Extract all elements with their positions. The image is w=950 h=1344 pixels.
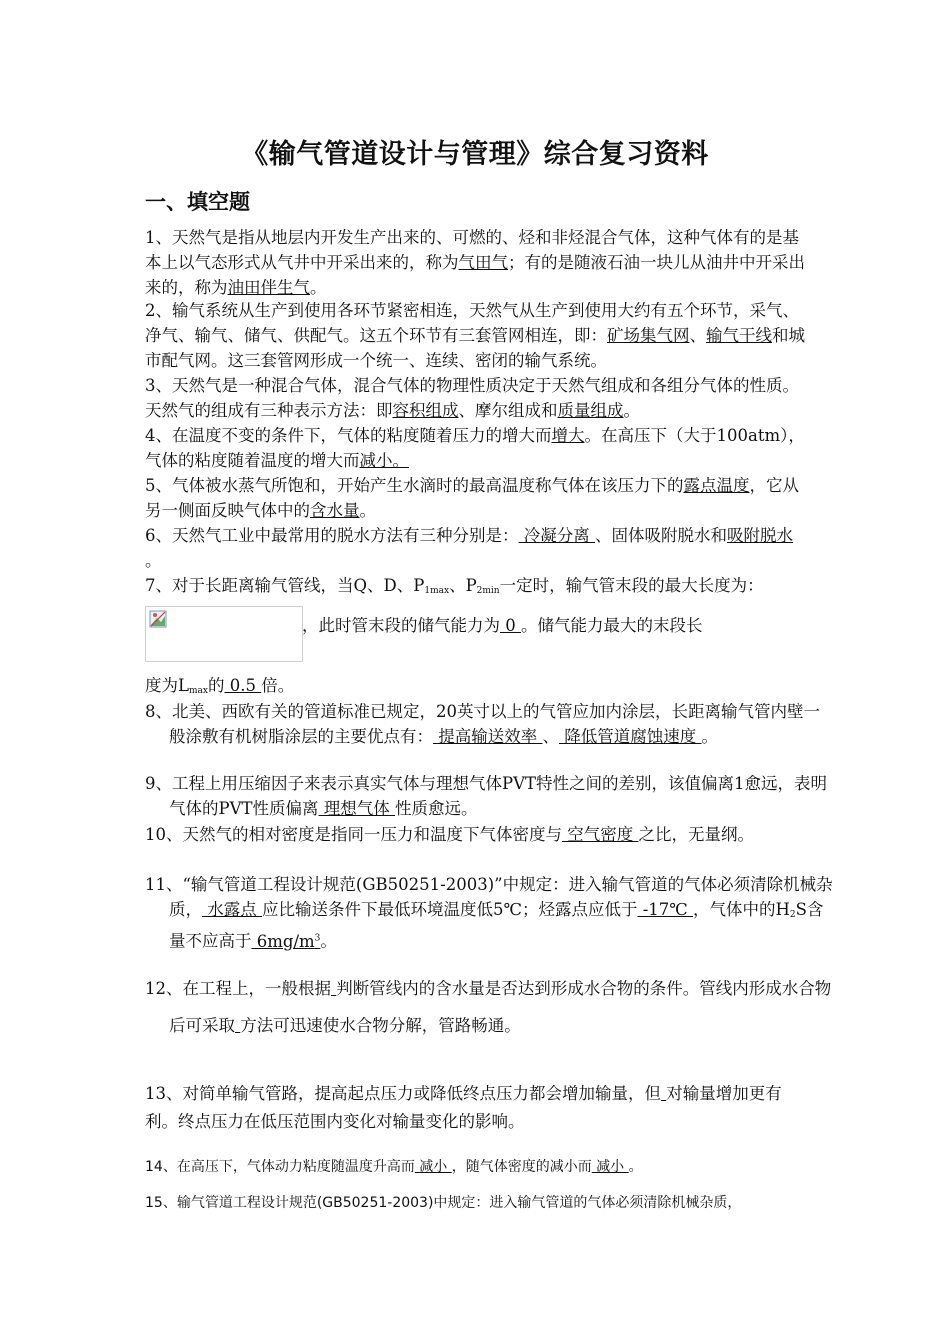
question-13: 13、对简单输气管路，提高起点压力或降低终点压力都会增加输量，但 对输量增加更有利。终点压力在低压范围内变化对输量变化的影响。	[145, 1084, 782, 1131]
question-11: 11、“输气管道工程设计规范(GB50251-2003)”中规定：进入输气管道的气体必须清除机械杂质， 水露点 应比输送条件下最低环境温度低5℃；烃露点应低于 -17℃ ，气体中的$H_2S$含量不应高于 $6mg/m^3$。	[145, 875, 833, 951]
question-7-end: 度为$L_{max}$的 0.5 倍。	[145, 676, 295, 696]
question-7: 7、对于长距离输气管线，当Q、D、$P_{1max}$、$P_{2min}$一定时，输气管末段的最大长度为：	[145, 576, 764, 596]
question-2: 2、输气系统从生产到使用各环节紧密相连，天然气从生产到使用大约有五个环节，采气、净气、输气、储气、供配气。这五个环节有三套管网相连，即：矿场集气网、输气干线和城市配气网。这三套管网形成一个统一、连续、密闭的输气系统。	[145, 301, 805, 370]
question-9: 9、工程上用压缩因子来表示真实气体与理想气体PVT特性之间的差别，该值偏离1愈远，表明气体的PVT性质偏离 理想气体 性质愈远。	[145, 774, 828, 818]
question-1: 1、天然气是指从地层内开发生产出来的、可燃的、烃和非烃混合气体，这种气体有的是基本上以气态形式从气井中开采出来的，称为气田气；有的是随液石油一块儿从油井中开采出来的，称为油田伴生气。	[145, 228, 805, 297]
formula-image-placeholder	[145, 606, 303, 662]
question-3: 3、天然气是一种混合气体，混合气体的物理性质决定于天然气组成和各组分气体的性质。天然气的组成有三种表示方法：即容积组成、摩尔组成和质量组成。	[145, 376, 799, 420]
question-4: 4、在温度不变的条件下，气体的粘度随着压力的增大而增大。在高压下（大于100atm），气体的粘度随着温度的增大而减小。	[145, 426, 805, 470]
document-title: 《输气管道设计与管理》综合复习资料	[241, 139, 709, 170]
question-15: 15、输气管道工程设计规范(GB50251-2003)中规定：进入输气管道的气体必须清除机械杂质，	[145, 1195, 742, 1211]
question-8: 8、北美、西欧有关的管道标准已规定，20英寸以上的气管应加内涂层，长距离输气管内壁一般涂敷有机树脂涂层的主要优点有： 提高输送效率 、 降低管道腐蚀速度 。	[145, 702, 820, 746]
question-12: 12、在工程上，一般根据 判断管线内的含水量是否达到形成水合物的条件。管线内形成水合物后可采取 方法可迅速使水合物分解，管路畅通。	[145, 979, 832, 1035]
section-heading: 一、填空题	[145, 189, 250, 214]
question-5: 5、气体被水蒸气所饱和，开始产生水滴时的最高温度称气体在该压力下的露点温度，它从另一侧面反映气体中的含水量。	[145, 476, 799, 520]
question-10: 10、天然气的相对密度是指同一压力和温度下气体密度与 空气密度 之比，无量纲。	[145, 825, 754, 844]
question-7-cont: ，此时管末段的储气能力为 0 。储气能力最大的末段长	[302, 616, 703, 635]
question-14: 14、在高压下，气体动力粘度随温度升高而 减小 ，随气体密度的减小而 减小 。	[145, 1159, 643, 1175]
question-6: 6、天然气工业中最常用的脱水方法有三种分别是： 冷凝分离 、固体吸附脱水和吸附脱水 。	[145, 526, 793, 570]
broken-image-icon	[149, 610, 167, 628]
